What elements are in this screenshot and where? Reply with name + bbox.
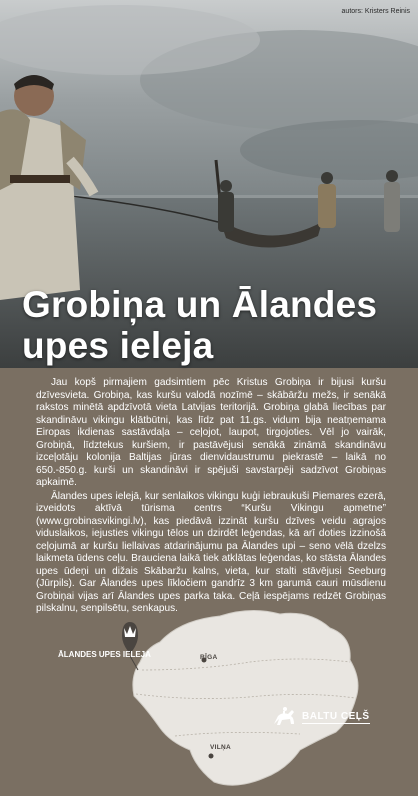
baltu-cels-logo [272, 706, 370, 728]
region-map [0, 600, 418, 796]
photo-credit: autors: Kristers Reinis [341, 8, 410, 15]
paragraph-1: Jau kopš pirmajiem gadsimtiem pēc Kristus Grobiņa ir bijusi kuršu dzīvesvieta. Grobiņa, kas kuršu valodā nozīmē – skābāržu mežs, ir senākā rakstos minētā apdzīvotā vieta Latvijas teritorijā. Grobiņa glabā liecības par skandināvu vikingu klātbūtni, kas līdz pat 11.gs. vidum bija neatņemama Eiropas ikdienas sastāvdaļa – ceļojot, laupot, tirgojoties. Vēl jo vairāk, Grobiņā, līdztekus kuršiem, ir pastāvējusi senākā zināmā skandināvu izceļotāju kolonija Baltijas jūras dienvidaustrumu piekrastē – laikā no 650.-850.g. kurši un skandināvi ir spējuši savstarpēji sadzīvot Grobiņas apkaimē. [36, 377, 386, 488]
map-marker-label: ĀLANDES UPES IELEJA [58, 650, 151, 659]
paragraph-2: Ālandes upes ielejā, kur senlaikos vikingu kuģi iebraukuši Piemares ezerā, izveidots aktīvā tūrisma centrs “Kuršu Vikingu apmetne” (www.grobinasvikingi.lv), kas piedāvā izzināt kuršu dzīves veidu agrajos viduslaikos, iejusties vikingu tēlos un dzirdēt leģendas, kā arī doties izzinošā ceļojumā ar kuršu liellaivas atdarinājumu pa Ālandes upi – seno vēlā dzelzs laikmeta ūdens ceļu. Brauciena laikā tiek atklātas leģendas, ko stāsta Ālandes upes ūdeņi un dižais Skābaržu kalns, vieta, kur stalti stāvējusi Seeburg (Jūrpils). Gar Ālandes upes līkločiem gandrīz 3 km garumā cauri mūsdienu Grobiņai vijas arī Ālandes upes parka taka. Ceļā iespējams redzēt Grobiņas pilskalnu, senpilsētu, senkapus. [36, 490, 386, 614]
horse-rider-icon [272, 706, 298, 728]
baltic-map-shape [0, 600, 418, 796]
city-riga: RĪGA [200, 654, 218, 661]
page-title: Grobiņa un Ālandes upes ieleja [22, 284, 378, 366]
logo-text: BALTU CEĻŠ [302, 710, 370, 722]
city-vilnius: VILŅA [210, 744, 231, 751]
article-body [36, 377, 386, 617]
